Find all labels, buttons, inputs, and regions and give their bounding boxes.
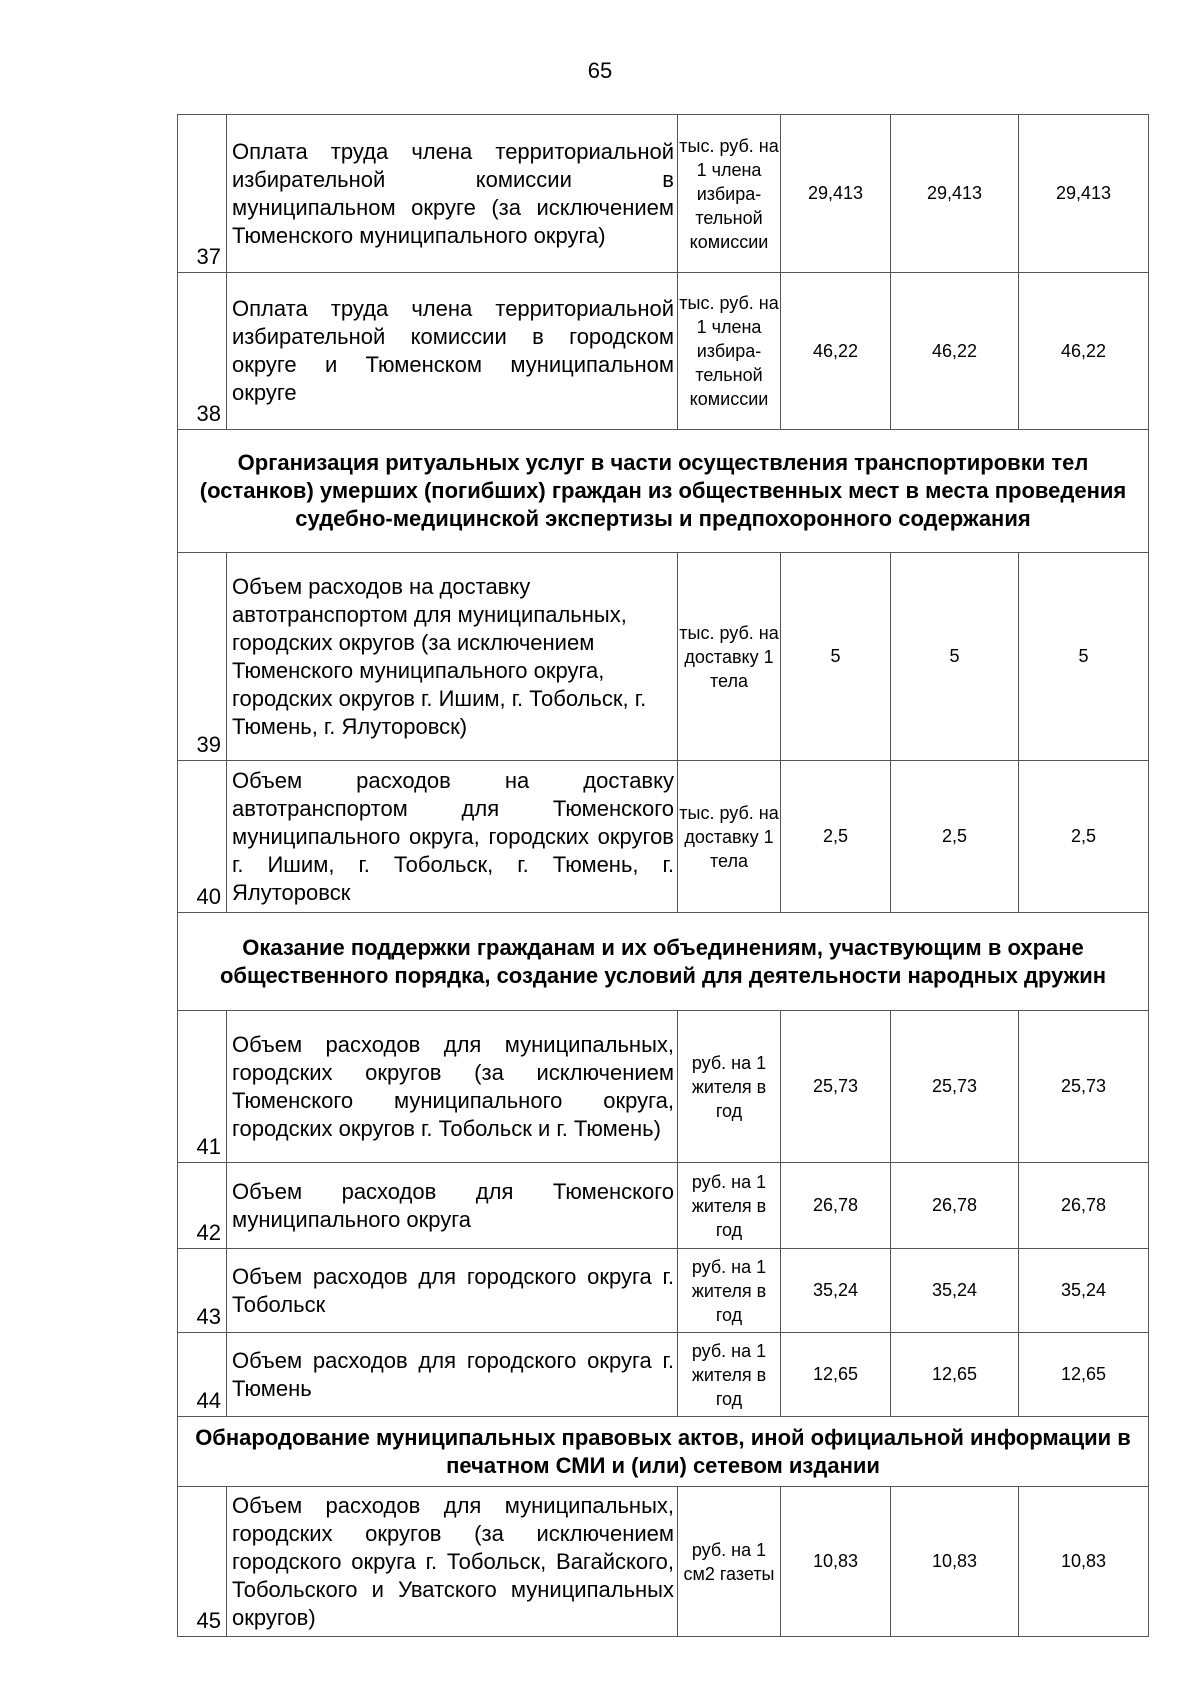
table-row	[178, 761, 1149, 913]
row-description: Оплата труда члена территориальной избирательной комиссии в городском округе и Тюменском муниципальном округе	[227, 273, 678, 430]
row-value-1: 5	[781, 553, 891, 761]
table-row	[178, 1249, 1149, 1333]
row-number: 41	[178, 1011, 227, 1163]
row-value-2: 35,24	[891, 1249, 1019, 1333]
table-row	[178, 1163, 1149, 1249]
row-value-3: 10,83	[1019, 1487, 1149, 1637]
norms-table	[177, 114, 1149, 1637]
row-unit: тыс. руб. на доставку 1 тела	[678, 553, 781, 761]
row-value-3: 26,78	[1019, 1163, 1149, 1249]
table-row	[178, 1011, 1149, 1163]
row-description: Объем расходов для городского округа г. Тюмень	[227, 1333, 678, 1417]
row-number: 37	[178, 115, 227, 273]
section-row	[178, 913, 1149, 1011]
row-description: Объем расходов на доставку автотранспортом для муниципальных, городских округов (за исключением Тюменского муниципального округа, городских округов г. Ишим, г. Тобольск, г. Тюмень, г. Ялуторовск)	[227, 553, 678, 761]
row-value-2: 25,73	[891, 1011, 1019, 1163]
table-row	[178, 553, 1149, 761]
row-value-2: 2,5	[891, 761, 1019, 913]
row-unit: тыс. руб. на доставку 1 тела	[678, 761, 781, 913]
row-number: 43	[178, 1249, 227, 1333]
row-value-1: 25,73	[781, 1011, 891, 1163]
row-unit: тыс. руб. на 1 члена избира- тельной комиссии	[678, 273, 781, 430]
row-unit: руб. на 1 жителя в год	[678, 1163, 781, 1249]
row-unit: руб. на 1 жителя в год	[678, 1011, 781, 1163]
row-value-2: 5	[891, 553, 1019, 761]
section-heading: Оказание поддержки гражданам и их объединениям, участвующим в охране общественного порядка, создание условий для деятельности народных дружин	[178, 913, 1149, 1011]
row-value-1: 35,24	[781, 1249, 891, 1333]
row-value-2: 46,22	[891, 273, 1019, 430]
row-value-1: 46,22	[781, 273, 891, 430]
row-description: Оплата труда члена территориальной избирательной комиссии в муниципальном округе (за исключением Тюменского муниципального округа)	[227, 115, 678, 273]
row-unit: тыс. руб. на 1 члена избира- тельной комиссии	[678, 115, 781, 273]
row-value-1: 29,413	[781, 115, 891, 273]
table-row	[178, 1333, 1149, 1417]
row-unit: руб. на 1 жителя в год	[678, 1333, 781, 1417]
row-value-3: 46,22	[1019, 273, 1149, 430]
row-value-3: 29,413	[1019, 115, 1149, 273]
row-value-3: 12,65	[1019, 1333, 1149, 1417]
row-value-3: 2,5	[1019, 761, 1149, 913]
row-description: Объем расходов для муниципальных, городских округов (за исключением городского округа г. Тобольск, Вагайского, Тобольского и Уватского муниципальных округов)	[227, 1487, 678, 1637]
row-value-1: 26,78	[781, 1163, 891, 1249]
row-description: Объем расходов для Тюменского муниципального округа	[227, 1163, 678, 1249]
section-row	[178, 1417, 1149, 1487]
page-number: 65	[587, 58, 613, 83]
row-number: 44	[178, 1333, 227, 1417]
row-unit: руб. на 1 жителя в год	[678, 1249, 781, 1333]
row-number: 39	[178, 553, 227, 761]
row-number: 45	[178, 1487, 227, 1637]
row-unit: руб. на 1 см2 газеты	[678, 1487, 781, 1637]
table-row	[178, 273, 1149, 430]
section-heading: Организация ритуальных услуг в части осуществления транспортировки тел (останков) умерших (погибших) граждан из общественных мест в места проведения судебно-медицинской экспертизы и предпохоронного содержания	[178, 430, 1149, 553]
row-value-3: 35,24	[1019, 1249, 1149, 1333]
row-value-1: 10,83	[781, 1487, 891, 1637]
row-number: 38	[178, 273, 227, 430]
row-value-2: 10,83	[891, 1487, 1019, 1637]
row-value-1: 12,65	[781, 1333, 891, 1417]
row-number: 40	[178, 761, 227, 913]
row-number: 42	[178, 1163, 227, 1249]
section-row	[178, 430, 1149, 553]
section-heading: Обнародование муниципальных правовых актов, иной официальной информации в печатном СМИ и (или) сетевом издании	[178, 1417, 1149, 1487]
row-value-3: 5	[1019, 553, 1149, 761]
row-description: Объем расходов для городского округа г. Тобольск	[227, 1249, 678, 1333]
table-row	[178, 1487, 1149, 1637]
row-value-3: 25,73	[1019, 1011, 1149, 1163]
row-description: Объем расходов для муниципальных, городских округов (за исключением Тюменского муниципального округа, городских округов г. Тобольск и г. Тюмень)	[227, 1011, 678, 1163]
row-description: Объем расходов на доставку автотранспортом для Тюменского муниципального округа, городских округов г. Ишим, г. Тобольск, г. Тюмень, г. Ялуторовск	[227, 761, 678, 913]
table-row	[178, 115, 1149, 273]
row-value-2: 29,413	[891, 115, 1019, 273]
row-value-2: 26,78	[891, 1163, 1019, 1249]
row-value-1: 2,5	[781, 761, 891, 913]
row-value-2: 12,65	[891, 1333, 1019, 1417]
